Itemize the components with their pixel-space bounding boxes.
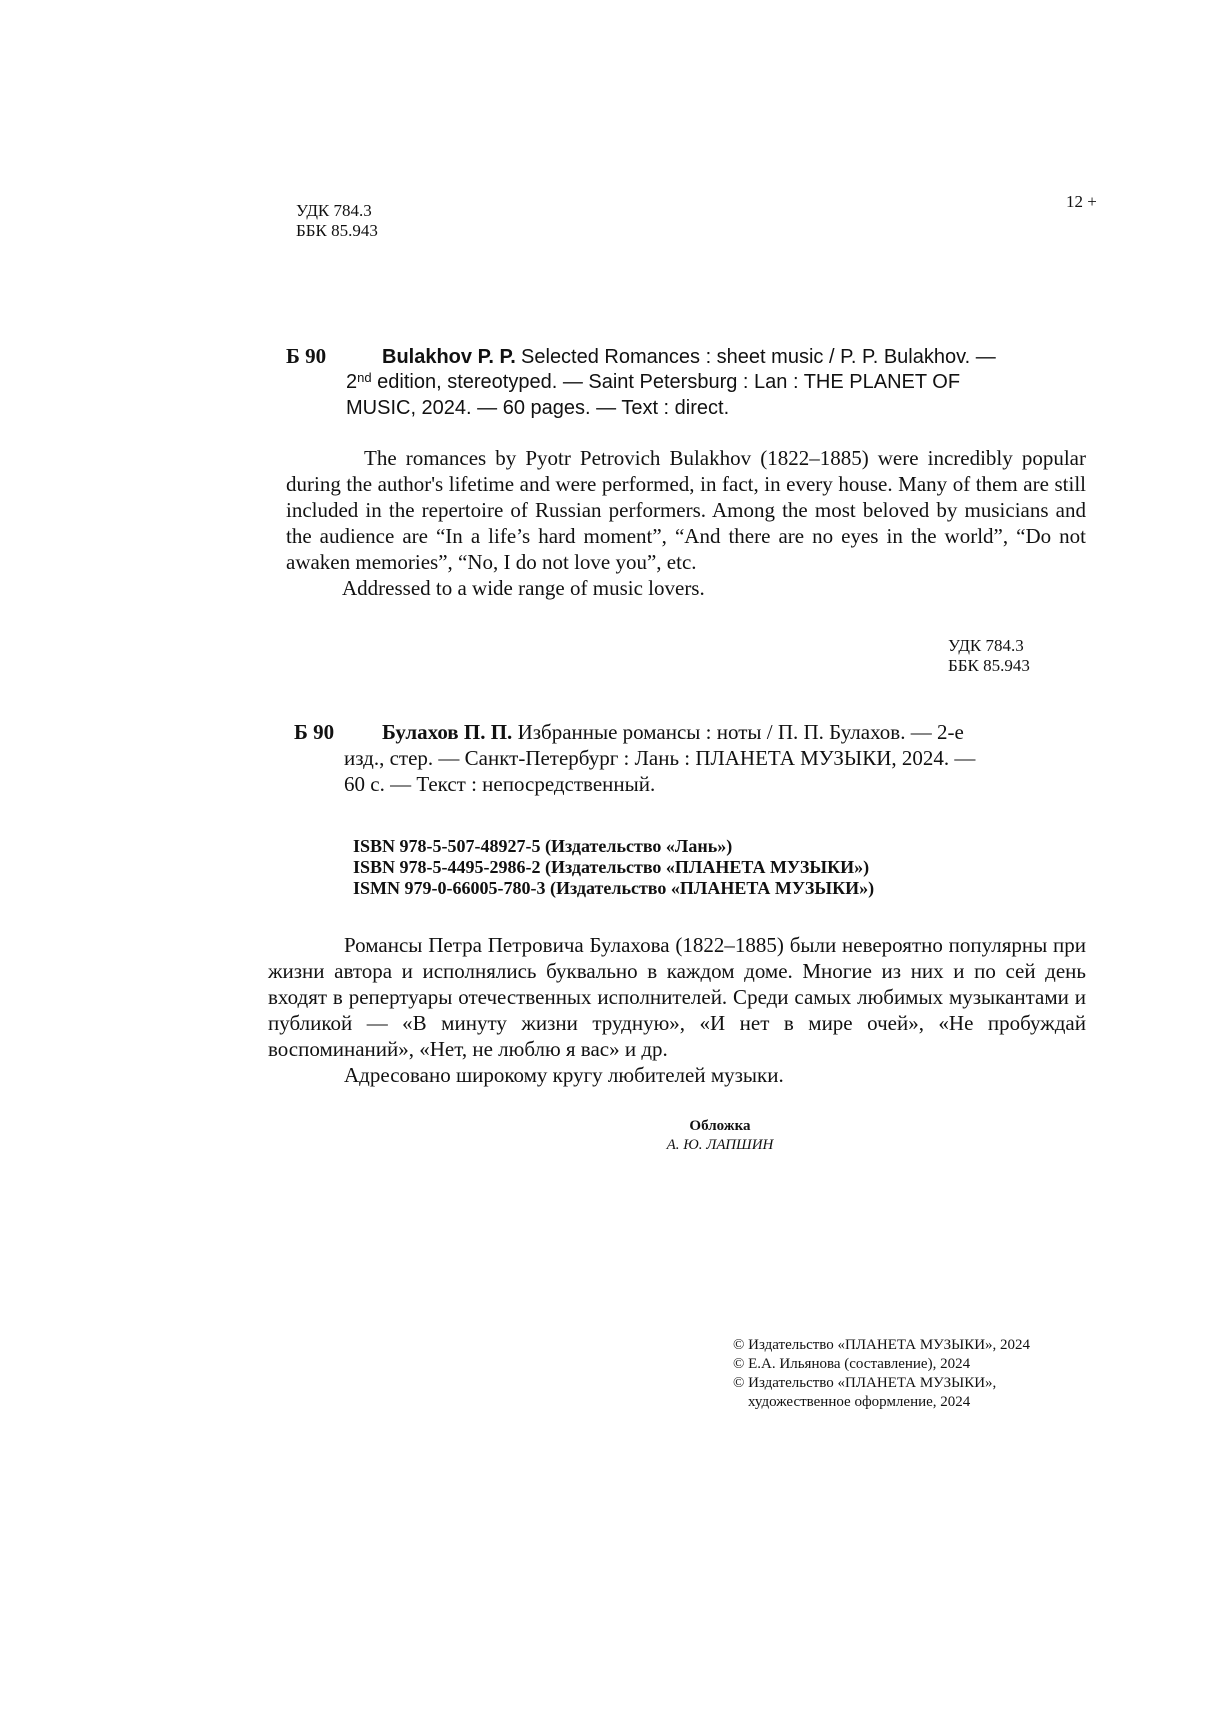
cover-artist: А. Ю. ЛАПШИН [666, 1137, 774, 1153]
annotation-text: The romances by Pyotr Petrovich Bulakhov (1822–1885) were incredibly popular during the author's lifetime and were performed, in fact, in every house. Many of them are still included in the repertoire of Russian performers. Among the most beloved by musicians and the audience are “In a life’s hard moment”, “And there are no eyes in the world”, “Do not awaken memories”, “No, I do not love you”, etc. [286, 446, 1086, 574]
entry-title-line: Selected Romances : sheet music / P. P. Bulakhov. — [521, 346, 996, 368]
russian-entry [294, 719, 1086, 797]
ismn-planeta: ISMN 979-0-66005-780-3 (Издательство «ПЛАНЕТА МУЗЫКИ») [353, 878, 875, 898]
bbk-code: ББК 85.943 [948, 656, 1030, 675]
english-entry [286, 343, 1086, 421]
english-annotation [286, 445, 1086, 601]
edition-number: 2 [346, 371, 358, 393]
entry-code: Б 90 [286, 344, 327, 368]
isbn-lan: ISBN 978-5-507-48927-5 (Издательство «Лань») [353, 836, 733, 856]
isbn-block [353, 836, 874, 899]
audience-text: Адресовано широкому кругу любителей музыки. [344, 1063, 784, 1087]
entry-code: Б 90 [294, 720, 335, 744]
copyright-line: художественное оформление, 2024 [748, 1394, 971, 1410]
copyright-line: © Издательство «ПЛАНЕТА МУЗЫКИ», [733, 1375, 997, 1391]
entry-title-line: Избранные романсы : ноты / П. П. Булахов. — 2-е [517, 720, 964, 744]
cover-label: Обложка [689, 1118, 751, 1134]
audience-text: Addressed to a wide range of music lovers. [342, 576, 705, 600]
edition-suffix: nd [357, 370, 372, 385]
entry-edition-line: edition, stereotyped. — Saint Petersburg : Lan : THE PLANET OF [377, 371, 961, 393]
entry-edition-line: изд., стер. — Санкт-Петербург : Лань : ПЛАНЕТА МУЗЫКИ, 2024. — [344, 746, 976, 770]
annotation-text: Романсы Петра Петровича Булахова (1822–1885) были невероятно популярны при жизни автора и исполнялись буквально в каждом доме. Многие из них и по сей день входят в репертуары отечественных исполнителей. Среди самых любимых музыкантами и публикой — «В минуту жизни трудную», «И нет в мире очей», «Не пробуждай воспоминаний», «Нет, не люблю я вас» и др. [268, 933, 1086, 1061]
copyright-block [733, 1336, 1030, 1412]
age-rating: 12 + [1066, 192, 1097, 211]
entry-pages-line: 60 с. — Текст : непосредственный. [344, 772, 656, 796]
bbk-code: ББК 85.943 [296, 221, 378, 240]
copyright-line: © Е.А. Ильянова (составление), 2024 [733, 1356, 971, 1372]
classification-top [296, 201, 378, 241]
udk-code: УДК 784.3 [948, 636, 1024, 655]
isbn-planeta: ISBN 978-5-4495-2986-2 (Издательство «ПЛАНЕТА МУЗЫКИ») [353, 857, 870, 877]
entry-author: Булахов П. П. [382, 720, 513, 744]
classification-right [948, 636, 1030, 676]
entry-author: Bulakhov P. P. [382, 346, 516, 368]
entry-pages-line: MUSIC, 2024. — 60 pages. — Text : direct. [346, 397, 730, 419]
udk-code: УДК 784.3 [296, 201, 372, 220]
russian-annotation [268, 932, 1086, 1088]
cover-credit [560, 1117, 880, 1155]
copyright-line: © Издательство «ПЛАНЕТА МУЗЫКИ», 2024 [733, 1337, 1031, 1353]
